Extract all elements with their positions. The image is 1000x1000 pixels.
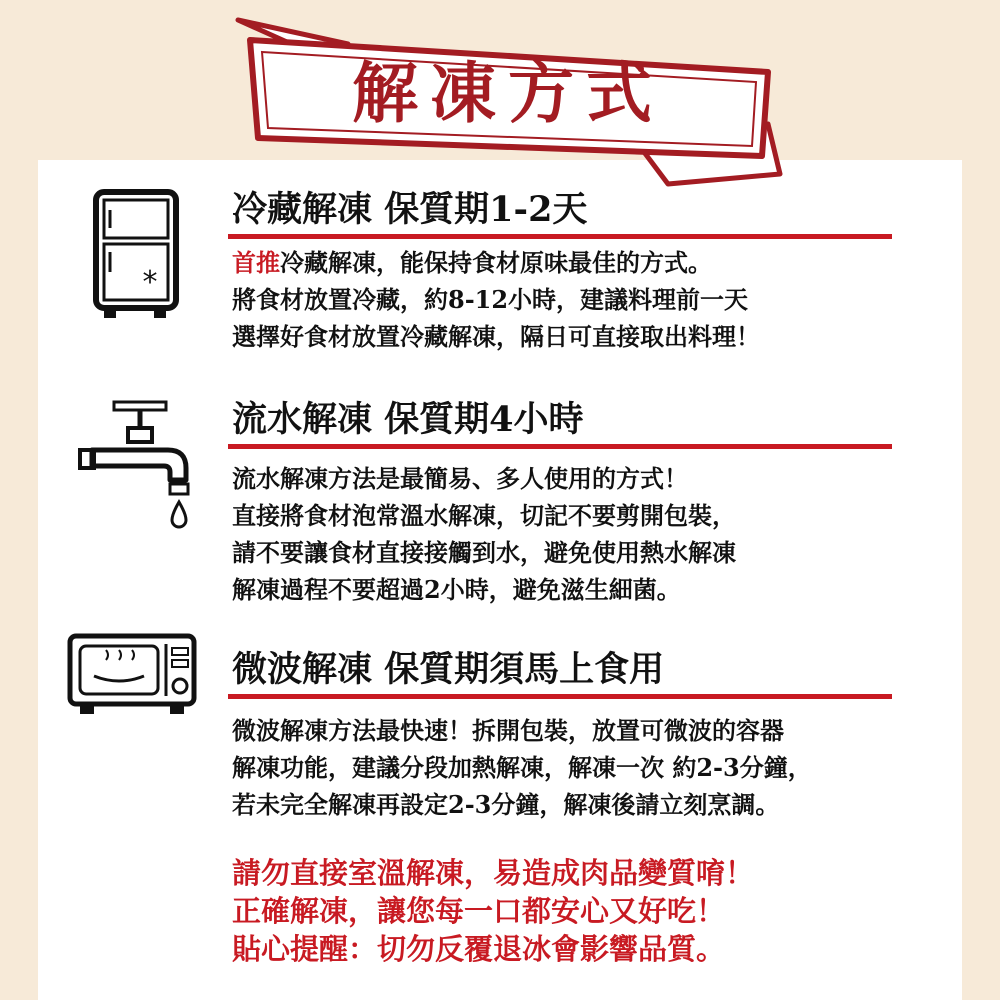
line-text: 請不要讓食材直接接觸到水，避免使用熱水解凍 <box>232 538 736 567</box>
page-title: 解凍方式 <box>352 54 664 132</box>
refrigerator-icon <box>92 188 180 322</box>
body-line <box>232 497 736 534</box>
title-banner <box>228 4 788 194</box>
line-text: 選擇好食材放置冷藏解凍，隔日可直接取出料理！ <box>232 322 760 351</box>
warning-line: 貼心提醒：切勿反覆退冰會影響品質。 <box>232 932 726 966</box>
line-text: 將食材放置冷藏，約8-12小時，建議料理前一天 <box>232 285 749 314</box>
section-body <box>232 244 760 355</box>
body-line <box>232 786 812 823</box>
microwave-icon <box>66 632 198 718</box>
line-text: 直接將食材泡常溫水解凍，切記不要剪開包裝， <box>232 501 736 530</box>
section-body <box>232 460 736 608</box>
warning-notes <box>232 854 754 968</box>
line-text: 流水解凍方法是最簡易、多人使用的方式！ <box>232 464 688 493</box>
body-line <box>232 712 812 749</box>
body-line <box>232 244 760 281</box>
highlight-text: 首推 <box>232 248 280 277</box>
faucet-icon <box>78 398 198 534</box>
warning-line: 正確解凍，讓您每一口都安心又好吃！ <box>232 894 726 928</box>
line-text: 微波解凍方法最快速！拆開包裝，放置可微波的容器 <box>232 716 784 745</box>
section-divider <box>228 694 892 699</box>
line-text: 解凍過程不要超過2小時，避免滋生細菌。 <box>232 575 681 604</box>
section-title: 流水解凍 保質期4小時 <box>232 399 584 440</box>
line-text: 冷藏解凍，能保持食材原味最佳的方式。 <box>280 248 712 277</box>
body-line <box>232 571 736 608</box>
body-line <box>232 460 736 497</box>
line-text: 若未完全解凍再設定2-3分鐘，解凍後請立刻烹調。 <box>232 790 780 819</box>
section-divider <box>228 444 892 449</box>
body-line <box>232 318 760 355</box>
section-divider <box>228 234 892 239</box>
warning-line: 請勿直接室溫解凍，易造成肉品變質唷！ <box>232 856 755 890</box>
body-line <box>232 749 812 786</box>
section-title: 微波解凍 保質期須馬上食用 <box>232 649 665 690</box>
line-text: 解凍功能，建議分段加熱解凍，解凍一次 約2-3分鐘， <box>232 753 812 782</box>
body-line <box>232 534 736 571</box>
section-title: 冷藏解凍 保質期1-2天 <box>232 189 588 230</box>
body-line <box>232 281 760 318</box>
svg-text:*: * <box>142 265 158 300</box>
section-body <box>232 712 812 823</box>
